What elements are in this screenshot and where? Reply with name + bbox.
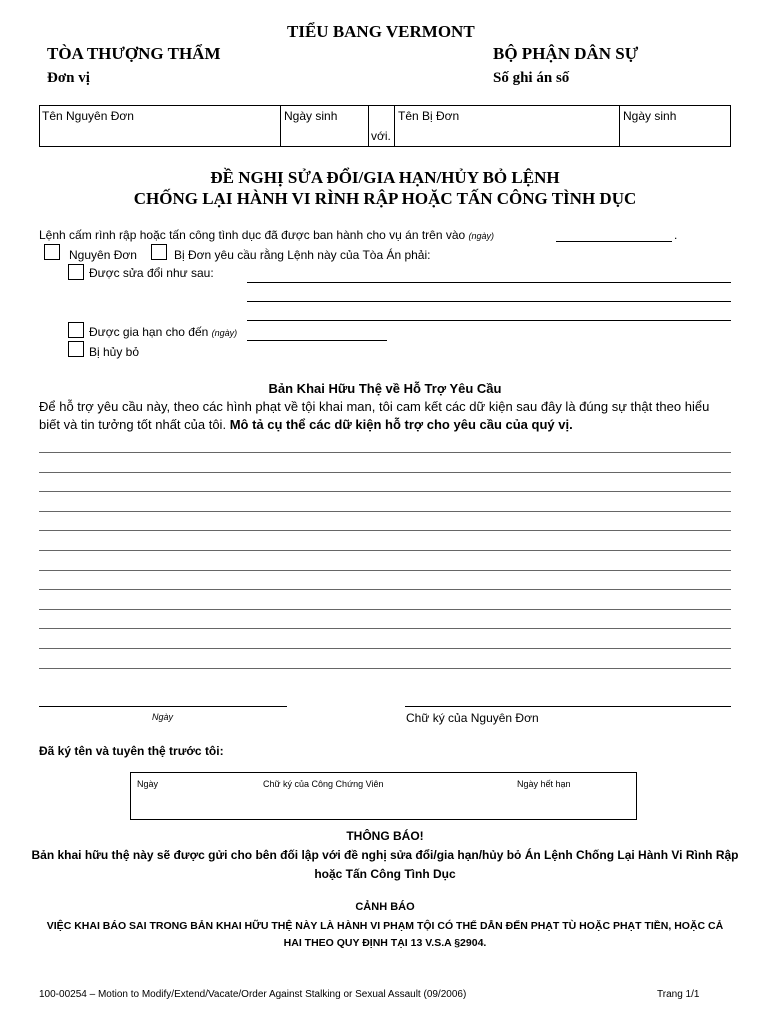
court-name: TÒA THƯỢNG THẨM xyxy=(47,44,221,63)
facts-line[interactable] xyxy=(39,530,731,531)
notice-heading: THÔNG BÁO! xyxy=(346,829,424,843)
affidavit-body-line1: Để hỗ trợ yêu cầu này, theo các hình phạt về tội khai man, tôi cam kết các dữ kiện sau đây là đúng sự thật theo hiểu xyxy=(39,399,710,414)
plaintiff-checkbox[interactable] xyxy=(44,244,60,260)
facts-line[interactable] xyxy=(39,668,731,669)
order-issued-text: Lệnh cấm rình rập hoặc tấn công tình dục đã được ban hành cho vụ án trên vào (ngày) xyxy=(39,228,495,242)
plaintiff-signature-label: Chữ ký của Nguyên Đơn xyxy=(406,711,539,725)
modify-details-line-1[interactable] xyxy=(247,282,731,283)
notice-line2: hoặc Tấn Công Tình Dục xyxy=(314,867,456,881)
plaintiff-option-label: Nguyên Đơn xyxy=(69,248,137,262)
page-number: Trang 1/1 xyxy=(657,989,700,1000)
facts-line[interactable] xyxy=(39,570,731,571)
facts-line[interactable] xyxy=(39,628,731,629)
facts-line[interactable] xyxy=(39,550,731,551)
notice-line1: Bản khai hữu thệ này sẽ được gửi cho bên đối lập với đề nghị sửa đổi/gia hạn/hủy bỏ Án Lệnh Chống Lại Hành Vi Rình Rập xyxy=(31,848,739,862)
facts-line[interactable] xyxy=(39,491,731,492)
form-title-line1: ĐỀ NGHỊ SỬA ĐỔI/GIA HẠN/HỦY BỎ LỆNH xyxy=(210,168,560,187)
defendant-name-field[interactable]: Tên Bị Đơn xyxy=(398,109,460,123)
caption-table xyxy=(39,105,731,147)
notary-box[interactable] xyxy=(130,772,637,820)
date-signature-line[interactable] xyxy=(39,706,287,707)
form-id: 100-00254 – Motion to Modify/Extend/Vacate/Order Against Stalking or Sexual Assault (09/2006) xyxy=(39,989,467,1000)
defendant-dob-field[interactable]: Ngày sinh xyxy=(623,109,677,123)
warning-heading: CẢNH BÁO xyxy=(355,901,415,913)
facts-line[interactable] xyxy=(39,609,731,610)
date-label: Ngày xyxy=(152,712,174,722)
facts-line[interactable] xyxy=(39,452,731,453)
modify-details-line-2[interactable] xyxy=(247,301,731,302)
affidavit-heading: Bản Khai Hữu Thệ về Hỗ Trợ Yêu Cầu xyxy=(268,381,502,396)
modify-details-line-3[interactable] xyxy=(247,320,731,321)
extend-date-field[interactable] xyxy=(247,340,387,341)
extend-option-label: Được gia hạn cho đến (ngày) xyxy=(89,325,238,339)
plaintiff-signature-line[interactable] xyxy=(405,706,731,707)
versus-label: với. xyxy=(371,129,391,143)
notary-date-label: Ngày xyxy=(137,779,159,789)
warning-line1: VIỆC KHAI BÁO SAI TRONG BẢN KHAI HỮU THỆ NÀY LÀ HÀNH VI PHẠM TỘI CÓ THỂ DẪN ĐẾN PHẠT TÙ HOẶC PHẠT TIỀN, HOẶC CẢ xyxy=(46,920,724,932)
issued-date-field[interactable] xyxy=(556,241,672,242)
facts-line[interactable] xyxy=(39,648,731,649)
expiration-label: Ngày hết hạn xyxy=(517,779,571,789)
facts-line[interactable] xyxy=(39,511,731,512)
vacate-option-label: Bị hủy bỏ xyxy=(89,345,140,359)
defendant-checkbox[interactable] xyxy=(151,244,167,260)
modify-option-label: Được sửa đổi như sau: xyxy=(89,266,214,280)
modify-checkbox[interactable] xyxy=(68,264,84,280)
facts-line[interactable] xyxy=(39,589,731,590)
plaintiff-dob-field[interactable]: Ngày sinh xyxy=(284,109,338,123)
docket-label: Số ghi án số xyxy=(493,70,570,86)
defendant-request-label: Bị Đơn yêu cầu rằng Lệnh này của Tòa Án phải: xyxy=(174,248,431,262)
vacate-checkbox[interactable] xyxy=(68,341,84,357)
notary-signature-label: Chữ ký của Công Chứng Viên xyxy=(263,779,384,789)
unit-label: Đơn vị xyxy=(47,70,90,86)
plaintiff-name-field[interactable]: Tên Nguyên Đơn xyxy=(42,109,134,123)
form-title-line2: CHỐNG LẠI HÀNH VI RÌNH RẬP HOẶC TẤN CÔNG TÌNH DỤC xyxy=(133,189,637,208)
state-title: TIỂU BANG VERMONT xyxy=(287,22,475,41)
facts-line[interactable] xyxy=(39,472,731,473)
sworn-before-label: Đã ký tên và tuyên thệ trước tôi: xyxy=(39,744,224,758)
affidavit-body-line2: biết và tin tưởng tốt nhất của tôi. Mô tả cụ thể các dữ kiện hỗ trợ cho yêu cầu của quý vị. xyxy=(39,417,573,432)
extend-checkbox[interactable] xyxy=(68,322,84,338)
warning-line2: HAI THEO QUY ĐỊNH TẠI 13 V.S.A §2904. xyxy=(283,937,487,949)
division-name: BỘ PHẬN DÂN SỰ xyxy=(493,44,639,63)
